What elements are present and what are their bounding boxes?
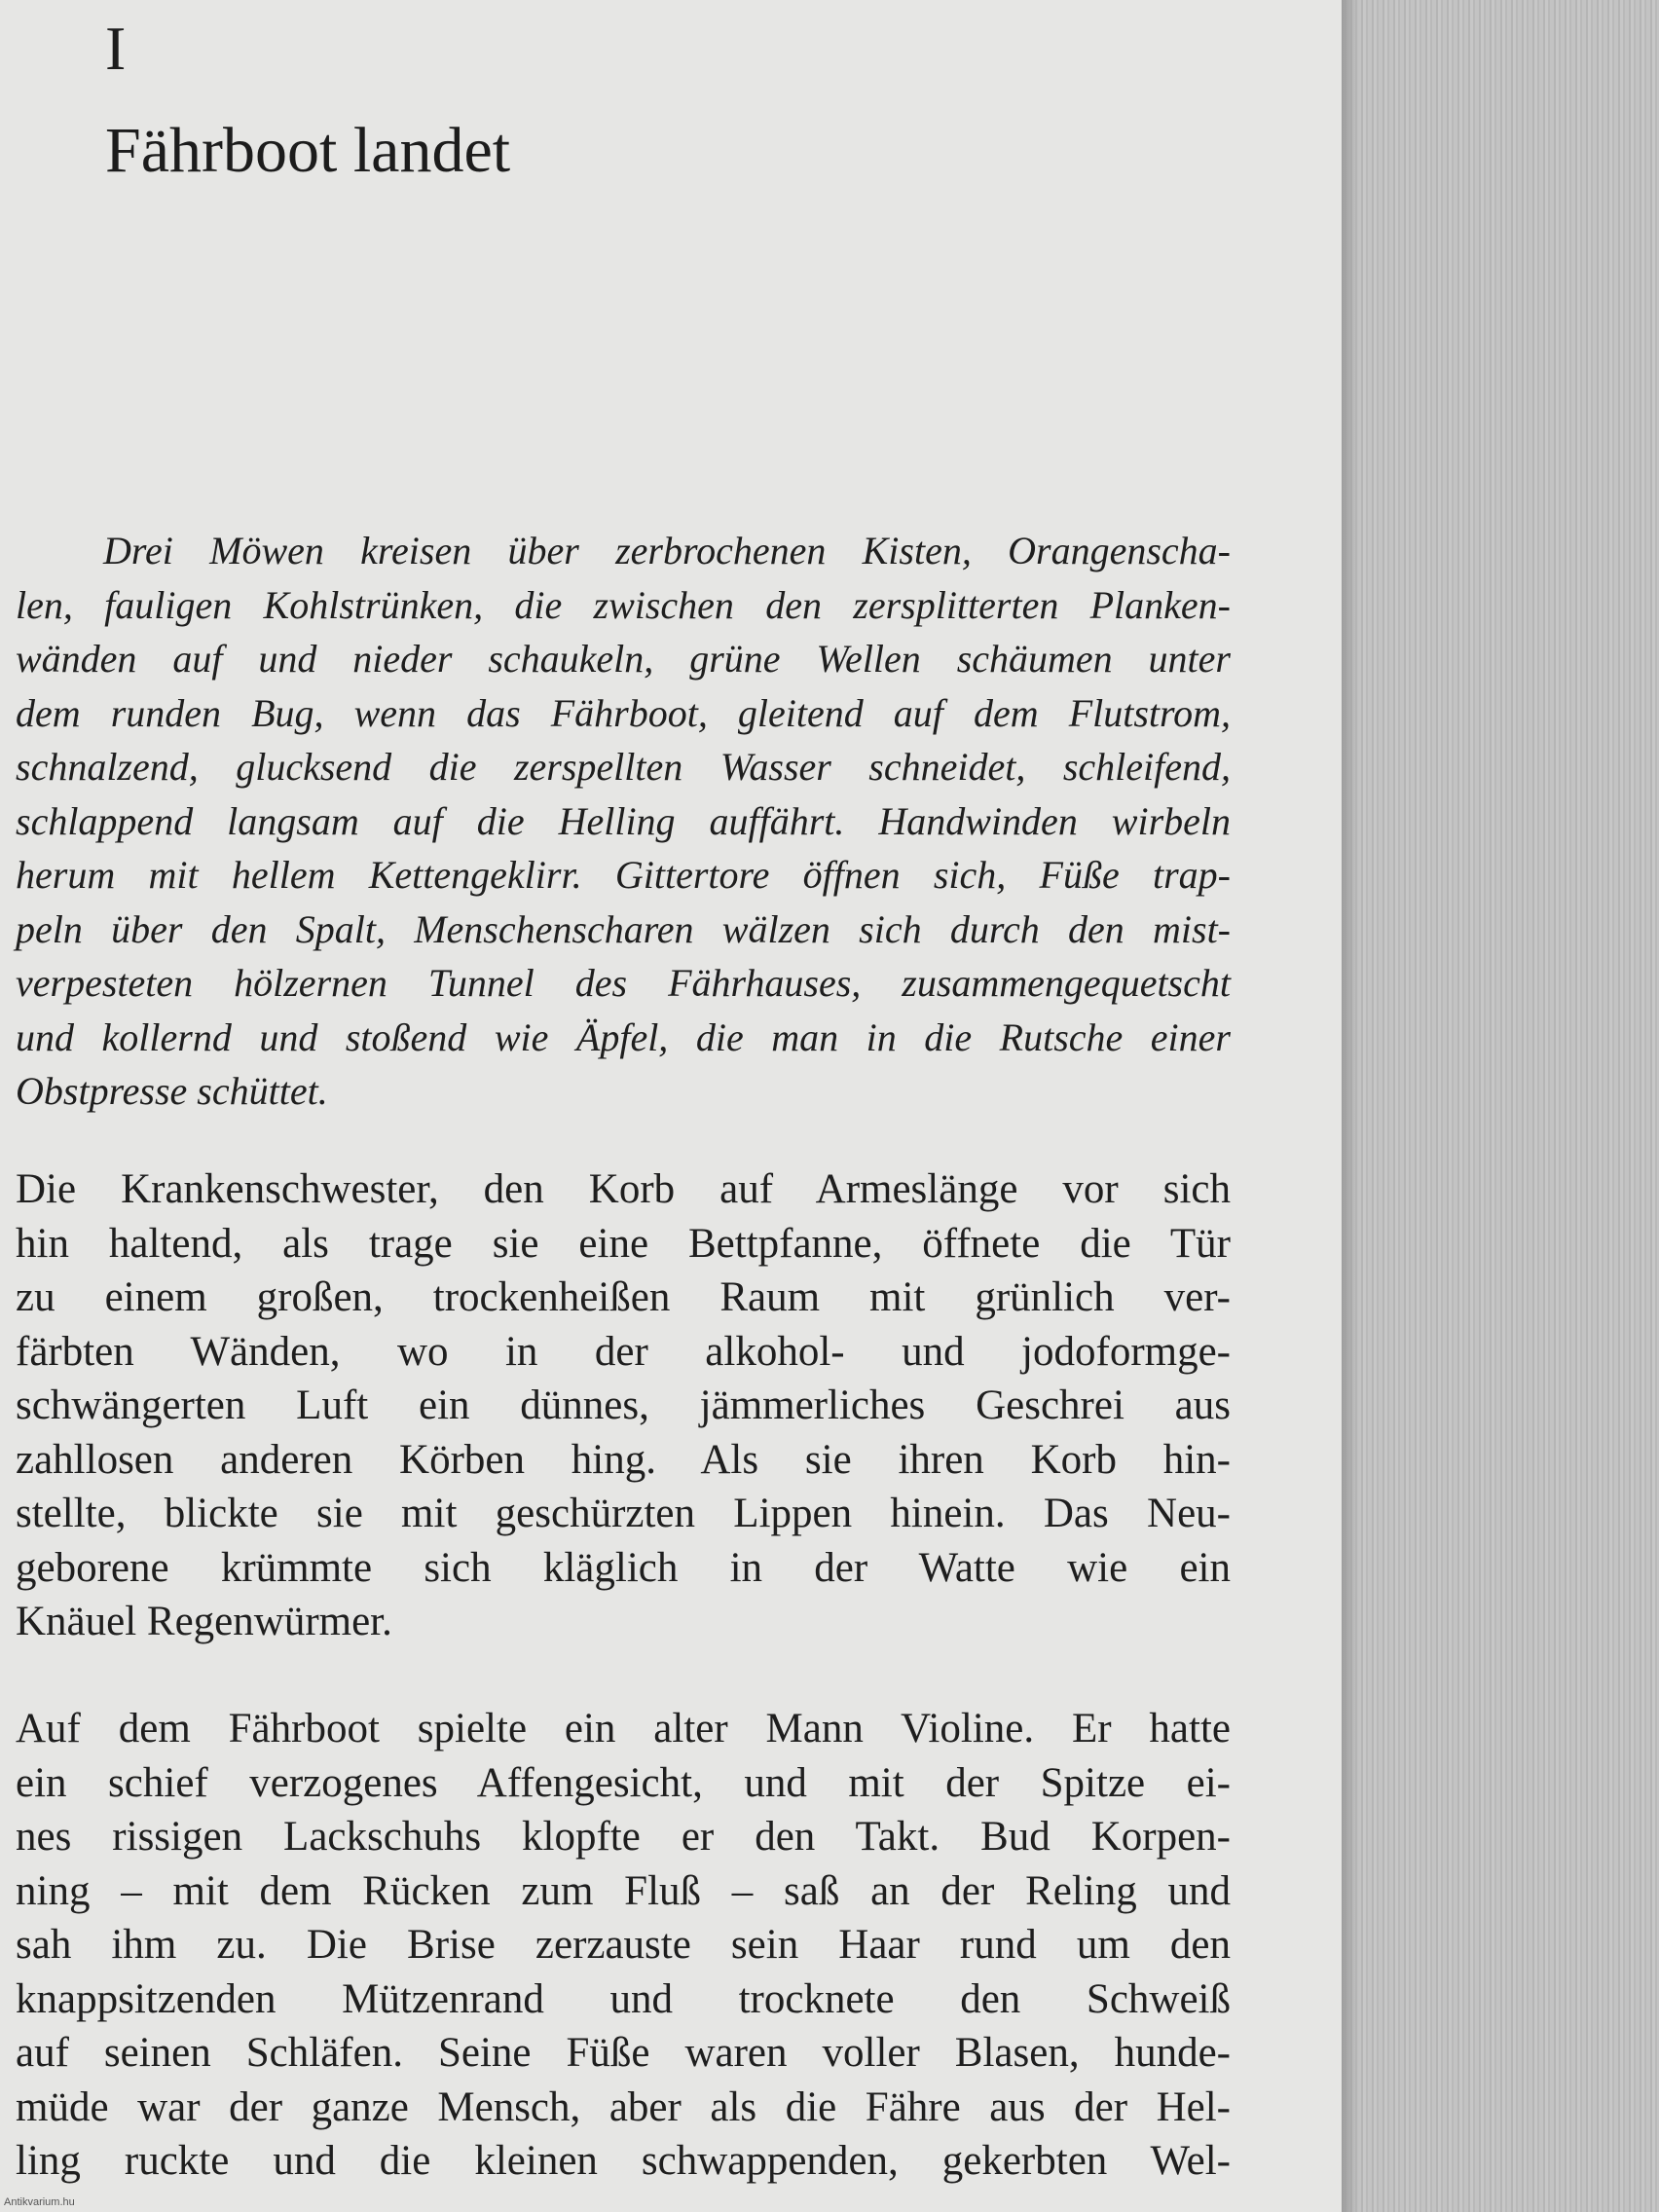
text-line: nes rissigen Lackschuhs klopfte er den Takt. Bud Korpen-: [16, 1814, 1231, 1860]
text-line: wänden auf und nieder schaukeln, grüne Wellen schäumen unter: [16, 637, 1231, 681]
body-paragraph: [16, 1162, 1231, 1649]
text-line: auf seinen Schläfen. Seine Füße waren voller Blasen, hunde-: [16, 2030, 1231, 2076]
text-line: Drei Möwen kreisen über zerbrochenen Kisten, Orangenscha-: [103, 529, 1231, 572]
page-stack-edge: [1342, 0, 1659, 2212]
text-line: schwängerten Luft ein dünnes, jämmerliches Geschrei aus: [16, 1382, 1231, 1428]
text-line: stellte, blickte sie mit geschürzten Lippen hinein. Das Neu-: [16, 1491, 1231, 1536]
text-line: ein schief verzogenes Affengesicht, und mit der Spitze ei-: [16, 1759, 1231, 1806]
text-line: ling ruckte und die kleinen schwappenden, gekerbten Wel-: [16, 2138, 1231, 2184]
chapter-number: I: [105, 14, 127, 83]
text-line: knappsitzenden Mützenrand und trocknete den Schweiß: [16, 1975, 1231, 2022]
body-paragraph: [16, 1702, 1231, 2189]
text-line: hin haltend, als trage sie eine Bettpfanne, öffnete die Tür: [16, 1220, 1231, 1267]
text-line: zahllosen anderen Körben hing. Als sie ihren Korb hin-: [16, 1436, 1231, 1483]
text-line: verpesteten hölzernen Tunnel des Fährhauses, zusammengequetscht: [16, 961, 1231, 1005]
text-line: und kollernd und stoßend wie Äpfel, die man in die Rutsche einer: [16, 1014, 1231, 1059]
text-line: Obstpresse schüttet.: [16, 1069, 328, 1113]
text-line: schnalzend, glucksend die zerspellten Wasser schneidet, schleifend,: [16, 745, 1231, 789]
text-line: geborene krümmte sich kläglich in der Watte wie ein: [16, 1544, 1231, 1591]
text-line: len, fauligen Kohlstrünken, die zwischen den zersplitterten Planken-: [16, 582, 1231, 627]
text-line: Die Krankenschwester, den Korb auf Armeslänge vor sich: [16, 1166, 1231, 1212]
text-line: peln über den Spalt, Menschenscharen wälzen sich durch den mist-: [16, 906, 1231, 951]
chapter-title: Fährboot landet: [105, 115, 511, 186]
text-line: sah ihm zu. Die Brise zerzauste sein Haar rund um den: [16, 1922, 1231, 1968]
text-line: zu einem großen, trockenheißen Raum mit grünlich ver-: [16, 1274, 1231, 1320]
text-line: schlappend langsam auf die Helling auffährt. Handwinden wirbeln: [16, 798, 1231, 843]
text-line: Knäuel Regenwürmer.: [16, 1599, 392, 1644]
text-line: Auf dem Fährboot spielte ein alter Mann Violine. Er hatte: [16, 1706, 1231, 1751]
text-line: müde war der ganze Mensch, aber als die Fähre aus der Hel-: [16, 2083, 1231, 2130]
text-line: ning – mit dem Rücken zum Fluß – saß an der Reling und: [16, 1867, 1231, 1914]
text-line: dem runden Bug, wenn das Fährboot, gleitend auf dem Flutstrom,: [16, 690, 1231, 735]
watermark: Antikvarium.hu: [4, 2196, 75, 2208]
text-line: herum mit hellem Kettengeklirr. Gittertore öffnen sich, Füße trap-: [16, 853, 1231, 897]
text-line: färbten Wänden, wo in der alkohol- und jodoformge-: [16, 1328, 1231, 1375]
italic-intro-paragraph: [16, 524, 1231, 1119]
